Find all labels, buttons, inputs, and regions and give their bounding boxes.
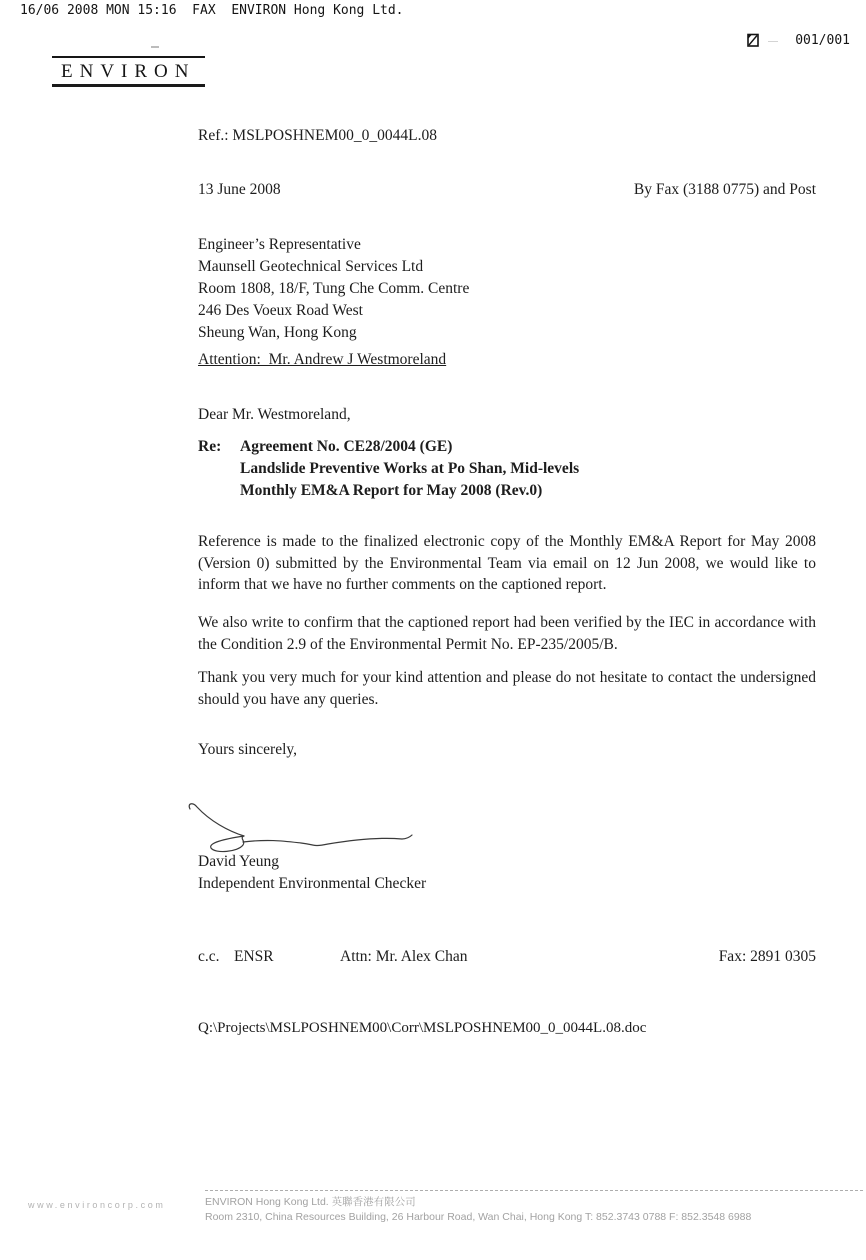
recipient-line: Maunsell Geotechnical Services Ltd — [198, 258, 424, 275]
environ-logo — [52, 56, 205, 87]
fax-page-counter — [747, 3, 850, 77]
delivery-method: By Fax (3188 0775) and Post — [633, 181, 816, 198]
cc-attention: Attn: Mr. Alex Chan — [340, 948, 468, 965]
fax-header-left: 16/06 2008 MON 15:16 FAX ENVIRON Hong Kong Ltd. — [20, 3, 404, 18]
footer-website: www.environcorp.com — [28, 1200, 166, 1210]
recipient-line: Room 1808, 18/F, Tung Che Comm. Centre — [198, 280, 470, 297]
subject-line: Agreement No. CE28/2004 (GE) — [240, 438, 453, 455]
cc-label: c.c. — [198, 948, 220, 965]
recipient-line: 246 Des Voeux Road West — [198, 302, 363, 319]
paragraph: We also write to confirm that the captioned report had been verified by the IEC in accordance with the Condition 2.9 of the Environmental Permit No. EP-235/2005/B. — [198, 614, 816, 653]
cc-fax-number: Fax: 2891 0305 — [718, 948, 816, 965]
signer-title: Independent Environmental Checker — [198, 875, 427, 892]
paragraph: Thank you very much for your kind attention and please do not hesitate to contact the undersigned should you have any queries. — [198, 669, 816, 708]
subject-line: Landslide Preventive Works at Po Shan, Mid-levels — [240, 460, 580, 477]
salutation: Dear Mr. Westmoreland, — [198, 406, 351, 423]
signer-block — [198, 851, 426, 895]
environ-logo-text: ENVIRON — [61, 61, 196, 82]
subject-line: Monthly EM&A Report for May 2008 (Rev.0) — [240, 482, 543, 499]
date-row — [198, 179, 816, 200]
scan-artifact — [151, 46, 159, 48]
fax-page-icon — [747, 3, 794, 77]
closing: Yours sincerely, — [198, 741, 298, 758]
footer-address-line: Room 2310, China Resources Building, 26 Harbour Road, Wan Chai, Hong Kong T: 852.3743 0788 F: 852.3548 6988 — [205, 1211, 752, 1223]
cc-row — [198, 946, 816, 966]
recipient-line: Engineer’s Representative — [198, 236, 361, 253]
signer-name: David Yeung — [198, 853, 279, 870]
subject-label: Re: — [198, 438, 222, 455]
footer-company-line: ENVIRON Hong Kong Ltd. 英聯香港有限公司 — [205, 1196, 416, 1208]
subject-lines — [240, 436, 579, 502]
recipient-address — [198, 234, 469, 344]
scan-artifact — [768, 41, 778, 42]
letter-date: 13 June 2008 — [198, 181, 281, 198]
footer-company-block — [205, 1190, 863, 1225]
reference-number: Ref.: MSLPOSHNEM00_0_0044L.08 — [198, 127, 437, 144]
document-file-path: Q:\Projects\MSLPOSHNEM00\Corr\MSLPOSHNEM00_0_0044L.08.doc — [198, 1020, 647, 1036]
recipient-line: Sheung Wan, Hong Kong — [198, 324, 357, 341]
cc-organization: ENSR — [234, 948, 274, 965]
paragraph: Reference is made to the finalized electronic copy of the Monthly EM&A Report for May 2008 (Version 0) submitted by the Environmental Team via email on 12 Jun 2008, we would like to inform that we have no further comments on the captioned report. — [198, 533, 816, 593]
subject-block — [198, 436, 579, 502]
attention-line: Attention: Mr. Andrew J Westmoreland — [198, 351, 447, 368]
fax-page-count: 001/001 — [795, 32, 850, 48]
